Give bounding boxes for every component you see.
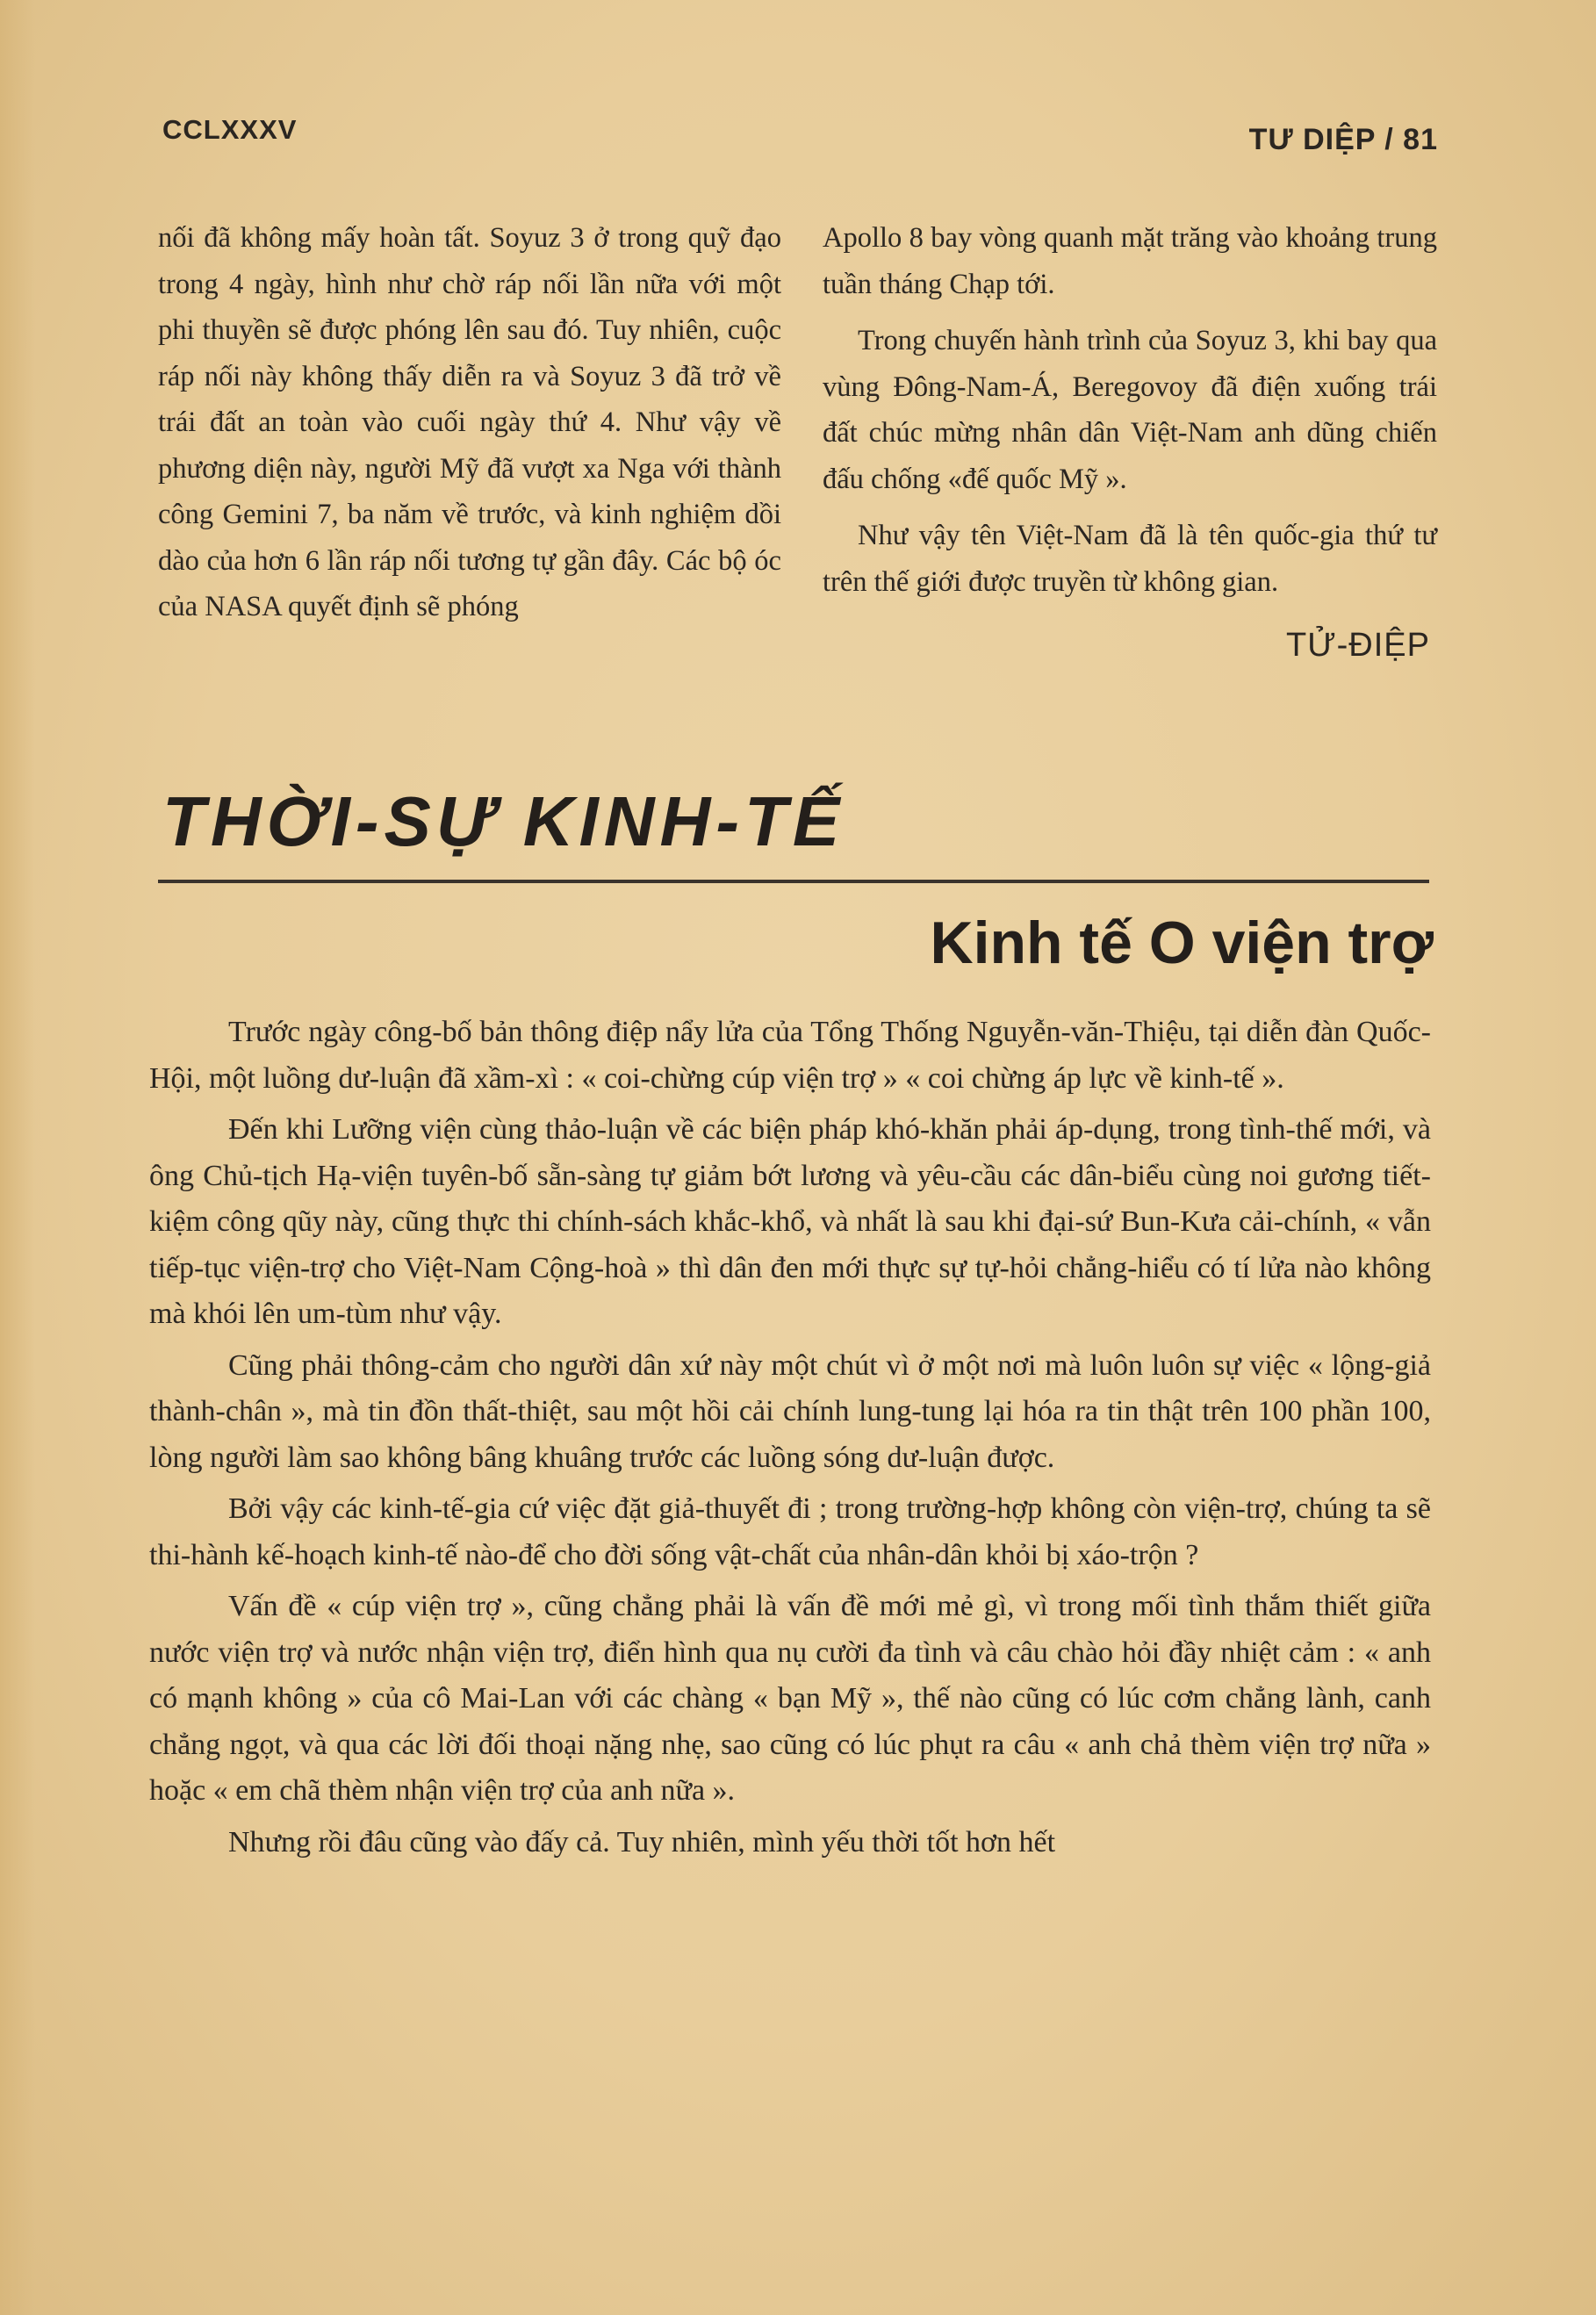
right-column — [823, 215, 1437, 669]
article-paragraph: Cũng phải thông-cảm cho người dân xứ này một chút vì ở một nơi mà luôn luôn sự việc « lộng-giả thành-chân », mà tin đồn thất-thiệt, sau một hồi cải chính lung-tung lại hóa ra tin thật trên 100 phần 100, lòng người làm sao không bâng khuâng trước các luồng sóng dư-luận được. — [149, 1348, 1431, 1474]
page-edge-shadow — [0, 0, 35, 2315]
section-title: THỜI-SỰ KINH-TẾ — [162, 782, 845, 860]
section-page-number: TƯ DIỆP / 81 — [1248, 123, 1438, 156]
article-paragraph: Vấn đề « cúp viện trợ », cũng chẳng phải là vấn đề mới mẻ gì, vì trong mối tình thắm thiết giữa nước viện trợ và nước nhận viện trợ, điển hình qua nụ cười đa tình và câu chào hỏi đầy nhiệt cảm : « anh có mạnh không » của cô Mai-Lan với các chàng « bạn Mỹ », thế nào cũng có lúc cơm chẳng lành, canh chẳng ngọt, và qua các lời đối thoại nặng nhẹ, sao cũng có lúc phụt ra câu « anh chả thèm viện trợ nữa » hoặc « em chã thèm nhận viện trợ của anh nữa ». — [149, 1590, 1431, 1807]
article-paragraph: Đến khi Lưỡng viện cùng thảo-luận về các biện pháp khó-khăn phải áp-dụng, trong tình-thế mới, và ông Chủ-tịch Hạ-viện tuyên-bố sẵn-sàng tự giảm bớt lương và yêu-cầu các dân-biểu cùng noi gương tiết-kiệm công qũy này, cũng thực thi chính-sách khắc-khổ, và nhất là sau khi đại-sứ Bun-Kưa cải-chính, « vẫn tiếp-tục viện-trợ cho Việt-Nam Cộng-hoà » thì dân đen mới thực sự tự-hỏi chẳng-hiểu có tí lửa nào không mà khói lên um-tùm như vậy. — [149, 1113, 1431, 1330]
section-divider — [158, 880, 1429, 883]
issue-number: CCLXXXV — [162, 114, 298, 145]
article-title: Kinh tế O viện trợ — [930, 909, 1434, 976]
right-column-paragraph: Trong chuyến hành trình của Soyuz 3, khi bay qua vùng Đông-Nam-Á, Beregovoy đã điện xuống trái đất chúc mừng nhân dân Việt-Nam anh dũng chiến đấu chống «đế quốc Mỹ ». — [823, 325, 1437, 495]
running-header — [162, 114, 1438, 158]
left-column-paragraph: nối đã không mấy hoàn tất. Soyuz 3 ở trong quỹ đạo trong 4 ngày, hình như chờ ráp nối lần nữa với một phi thuyền sẽ được phóng lên sau đó. Tuy nhiên, cuộc ráp nối này không thấy diễn ra và Soyuz 3 đã trở về trái đất an toàn vào cuối ngày thứ 4. Như vậy về phương diện này, người Mỹ đã vượt xa Nga với thành công Gemini 7, ba năm về trước, và kinh nghiệm dồi dào của hơn 6 lần ráp nối tương tự gần đây. Các bộ óc của NASA quyết định sẽ phóng — [158, 222, 781, 622]
article-paragraph: Bởi vậy các kinh-tế-gia cứ việc đặt giả-thuyết đi ; trong trường-hợp không còn viện-trợ, chúng ta sẽ thi-hành kế-hoạch kinh-tế nào-để cho đời sống vật-chất của nhân-dân khỏi bị xáo-trộn ? — [149, 1492, 1431, 1571]
right-column-paragraph: Như vậy tên Việt-Nam đã là tên quốc-gia thứ tư trên thế giới được truyền từ không gian. — [823, 520, 1437, 598]
article-paragraph: Nhưng rồi đâu cũng vào đấy cả. Tuy nhiên, mình yếu thời tốt hơn hết — [228, 1825, 1056, 1858]
article-paragraph: Trước ngày công-bố bản thông điệp nẩy lửa của Tổng Thống Nguyễn-văn-Thiệu, tại diễn đàn Quốc-Hội, một luồng dư-luận đã xầm-xì : « coi-chừng cúp viện trợ » « coi chừng áp lực về kinh-tế ». — [149, 1016, 1431, 1095]
left-column — [158, 215, 781, 630]
author-signature: TỬ-ĐIỆP — [1285, 627, 1430, 664]
article-body — [149, 1010, 1431, 1871]
right-column-paragraph: Apollo 8 bay vòng quanh mặt trăng vào khoảng trung tuần tháng Chạp tới. — [823, 222, 1437, 300]
